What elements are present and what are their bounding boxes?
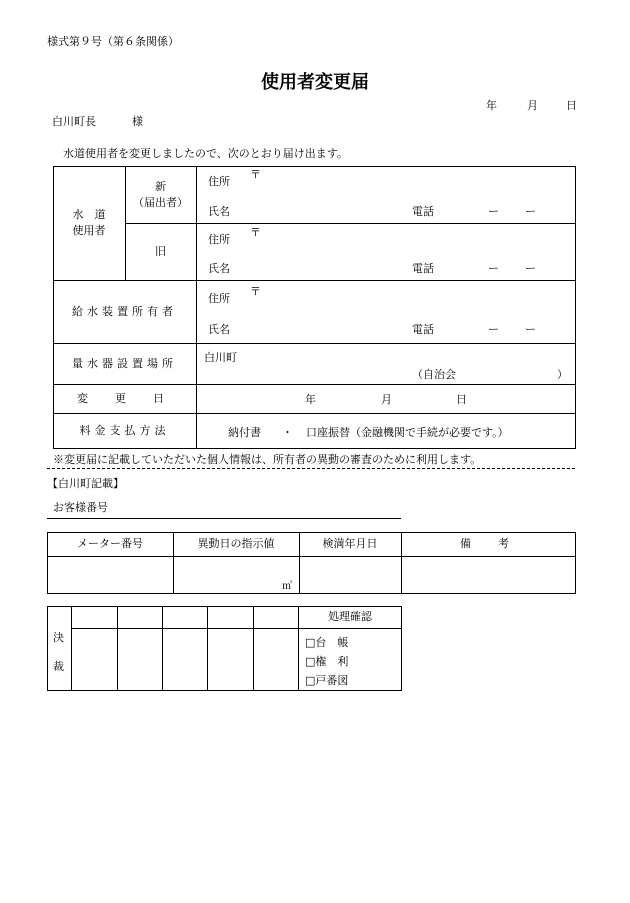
meter-header-number: メーター番号 bbox=[77, 537, 143, 551]
date-year: 年 bbox=[486, 99, 497, 112]
check-ledger[interactable]: □台 帳 bbox=[305, 636, 349, 649]
owner-postal-mark: 〒 bbox=[250, 285, 261, 298]
customer-number-line bbox=[47, 518, 401, 519]
new-phone-dash-2: ー bbox=[525, 205, 536, 218]
addressee-honorific: 様 bbox=[132, 115, 143, 128]
check-rights[interactable]: □権 利 bbox=[305, 655, 349, 668]
change-date-label: 変 更 日 bbox=[77, 391, 172, 405]
old-address-label: 住所 bbox=[208, 233, 230, 246]
owner-phone-dash-1: ー bbox=[488, 323, 499, 336]
meter-location-assoc: （自治会 bbox=[412, 368, 456, 381]
owner-name-label: 氏名 bbox=[208, 323, 230, 336]
meter-header-inspection: 検満年月日 bbox=[322, 537, 378, 551]
customer-number-label: お客様番号 bbox=[53, 501, 108, 514]
meter-location-label: 量水器設置場所 bbox=[72, 356, 177, 370]
dashed-divider bbox=[47, 468, 575, 469]
new-user-label bbox=[125, 166, 196, 223]
approval-label-2: 裁 bbox=[53, 660, 64, 673]
page-title: 使用者変更届 bbox=[261, 72, 369, 93]
change-date-day: 日 bbox=[456, 393, 467, 406]
date-day: 日 bbox=[566, 99, 577, 112]
payment-option-transfer: 口座振替（金融機関で手続が必要です。） bbox=[306, 426, 509, 439]
check-house-map[interactable]: □戸番図 bbox=[305, 674, 349, 687]
privacy-notice: ※変更届に記載していただいた個人情報は、所有者の異動の審査のために利用します。 bbox=[53, 453, 482, 466]
new-name-label: 氏名 bbox=[208, 205, 230, 218]
meter-location-town: 白川町 bbox=[204, 351, 237, 364]
new-phone-dash-1: ー bbox=[488, 205, 499, 218]
form-number: 様式第９号（第６条関係） bbox=[47, 35, 179, 48]
intro-text: 水道使用者を変更しましたので、次のとおり届け出ます。 bbox=[63, 147, 348, 160]
date-month: 月 bbox=[527, 99, 538, 112]
owner-label: 給水装置所有者 bbox=[72, 304, 177, 318]
old-name-label: 氏名 bbox=[208, 262, 230, 275]
meter-header-remarks: 備 考 bbox=[460, 537, 517, 551]
owner-phone-label: 電話 bbox=[412, 323, 434, 336]
new-phone-label: 電話 bbox=[412, 205, 434, 218]
water-user-label-line1: 水 道 bbox=[72, 208, 106, 222]
old-user-label: 旧 bbox=[155, 244, 166, 258]
old-phone-dash-1: ー bbox=[488, 262, 499, 275]
water-user-label-line2: 使用者 bbox=[72, 224, 106, 237]
water-user-label bbox=[53, 166, 125, 280]
payment-label: 料金支払方法 bbox=[79, 424, 170, 438]
old-phone-dash-2: ー bbox=[525, 262, 536, 275]
meter-location-assoc-close: ） bbox=[557, 368, 568, 381]
owner-phone-dash-2: ー bbox=[525, 323, 536, 336]
payment-bullet: ・ bbox=[282, 426, 293, 439]
change-date-year: 年 bbox=[305, 393, 316, 406]
old-phone-label: 電話 bbox=[412, 262, 434, 275]
old-postal-mark: 〒 bbox=[250, 226, 261, 239]
process-confirm-header: 処理確認 bbox=[328, 610, 372, 624]
new-label-line1: 新 bbox=[155, 179, 166, 193]
new-label-line2: （届出者） bbox=[133, 195, 188, 209]
change-date-month: 月 bbox=[381, 393, 392, 406]
meter-unit: ㎥ bbox=[282, 581, 292, 592]
approval-label-1: 決 bbox=[53, 631, 64, 644]
meter-header-reading: 異動日の指示値 bbox=[197, 537, 275, 551]
new-postal-mark: 〒 bbox=[250, 168, 261, 181]
new-address-label: 住所 bbox=[208, 175, 230, 188]
owner-address-label: 住所 bbox=[208, 292, 230, 305]
office-header: 【白川町記載】 bbox=[47, 477, 124, 490]
addressee-name: 白川町長 bbox=[52, 115, 96, 128]
payment-option-invoice: 納付書 bbox=[228, 426, 261, 439]
